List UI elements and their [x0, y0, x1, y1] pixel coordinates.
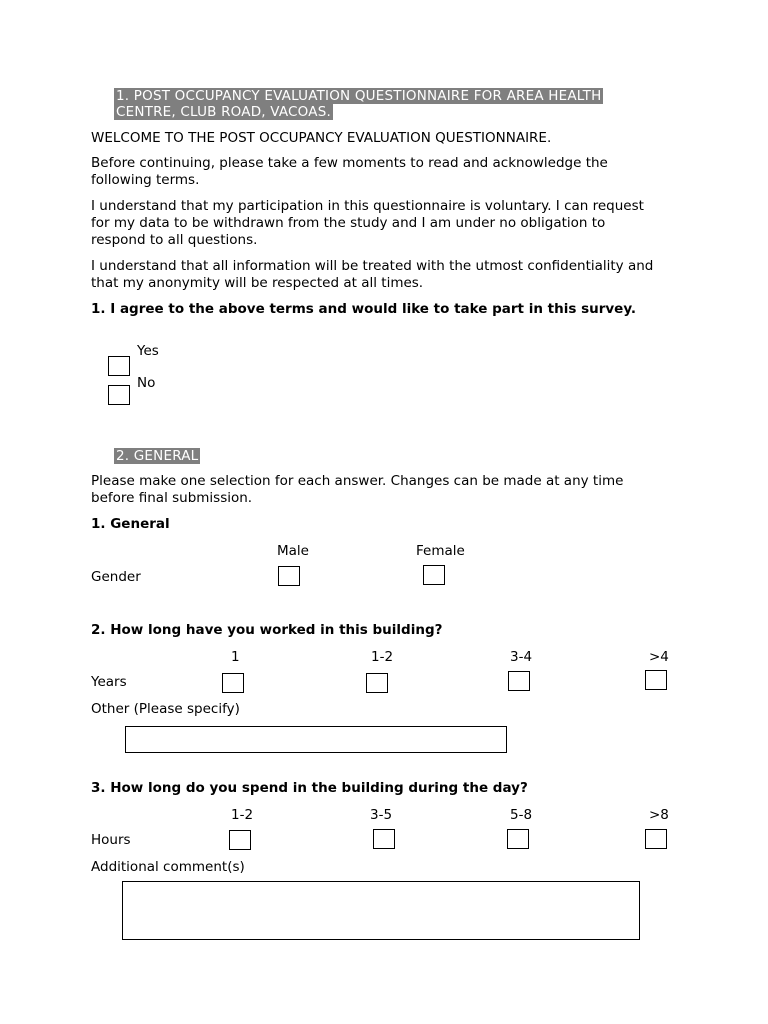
- years-option-label: 1: [231, 649, 240, 665]
- additional-comments-label: Additional comment(s): [91, 859, 245, 875]
- section1-heading: [114, 88, 603, 120]
- terms-line: that my anonymity will be respected at all times.: [91, 275, 424, 291]
- instructions-paragraph: [91, 473, 623, 507]
- gender-female-label: Female: [416, 543, 465, 559]
- hours-option-label: >8: [649, 807, 669, 823]
- hours-gt8-checkbox[interactable]: [645, 829, 667, 849]
- section2-heading: [114, 448, 200, 464]
- consent-yes-label: Yes: [137, 343, 159, 359]
- intro-line: following terms.: [91, 172, 200, 188]
- consent-no-label: No: [137, 375, 156, 391]
- other-specify-input[interactable]: [125, 726, 507, 753]
- hours-option-label: 1-2: [231, 807, 254, 823]
- welcome-text: WELCOME TO THE POST OCCUPANCY EVALUATION QUESTIONNAIRE.: [91, 130, 552, 146]
- q3-title: 3. How long do you spend in the building during the day?: [91, 780, 528, 796]
- years-row-label: Years: [91, 674, 127, 690]
- years-3-4-checkbox[interactable]: [508, 671, 530, 691]
- consent-question: 1. I agree to the above terms and would like to take part in this survey.: [91, 301, 637, 317]
- instructions-line: Please make one selection for each answer. Changes can be made at any time: [91, 473, 624, 489]
- hours-5-8-checkbox[interactable]: [507, 829, 529, 849]
- years-1-checkbox[interactable]: [222, 673, 244, 693]
- gender-row-label: Gender: [91, 569, 141, 585]
- gender-female-checkbox[interactable]: [423, 565, 445, 585]
- years-option-label: 3-4: [510, 649, 533, 665]
- years-gt4-checkbox[interactable]: [645, 670, 667, 690]
- terms-paragraph-2: [91, 258, 653, 292]
- years-option-label: >4: [649, 649, 669, 665]
- consent-no-checkbox[interactable]: [108, 385, 130, 405]
- terms-line: for my data to be withdrawn from the study and I am under no obligation to: [91, 215, 606, 231]
- terms-line: respond to all questions.: [91, 232, 258, 248]
- years-1-2-checkbox[interactable]: [366, 673, 388, 693]
- additional-comments-textarea[interactable]: [122, 881, 640, 940]
- intro-paragraph: [91, 155, 608, 189]
- gender-male-checkbox[interactable]: [278, 566, 300, 586]
- consent-yes-checkbox[interactable]: [108, 356, 130, 376]
- section1-heading-line2: CENTRE, CLUB ROAD, VACOAS.: [116, 104, 331, 120]
- years-option-label: 1-2: [371, 649, 394, 665]
- q1-title: 1. General: [91, 516, 170, 532]
- terms-paragraph-1: [91, 198, 644, 249]
- instructions-line: before final submission.: [91, 490, 253, 506]
- section1-heading-line1: 1. POST OCCUPANCY EVALUATION QUESTIONNAIRE FOR AREA HEALTH: [116, 88, 602, 104]
- section2-heading-text: 2. GENERAL: [116, 448, 199, 464]
- intro-line: Before continuing, please take a few moments to read and acknowledge the: [91, 155, 608, 171]
- q2-title: 2. How long have you worked in this building?: [91, 622, 443, 638]
- hours-option-label: 5-8: [510, 807, 533, 823]
- terms-line: I understand that all information will be treated with the utmost confidentiality and: [91, 258, 654, 274]
- other-specify-label: Other (Please specify): [91, 701, 240, 717]
- hours-3-5-checkbox[interactable]: [373, 829, 395, 849]
- hours-row-label: Hours: [91, 832, 131, 848]
- gender-male-label: Male: [277, 543, 309, 559]
- hours-option-label: 3-5: [370, 807, 393, 823]
- terms-line: I understand that my participation in this questionnaire is voluntary. I can request: [91, 198, 644, 214]
- hours-1-2-checkbox[interactable]: [229, 830, 251, 850]
